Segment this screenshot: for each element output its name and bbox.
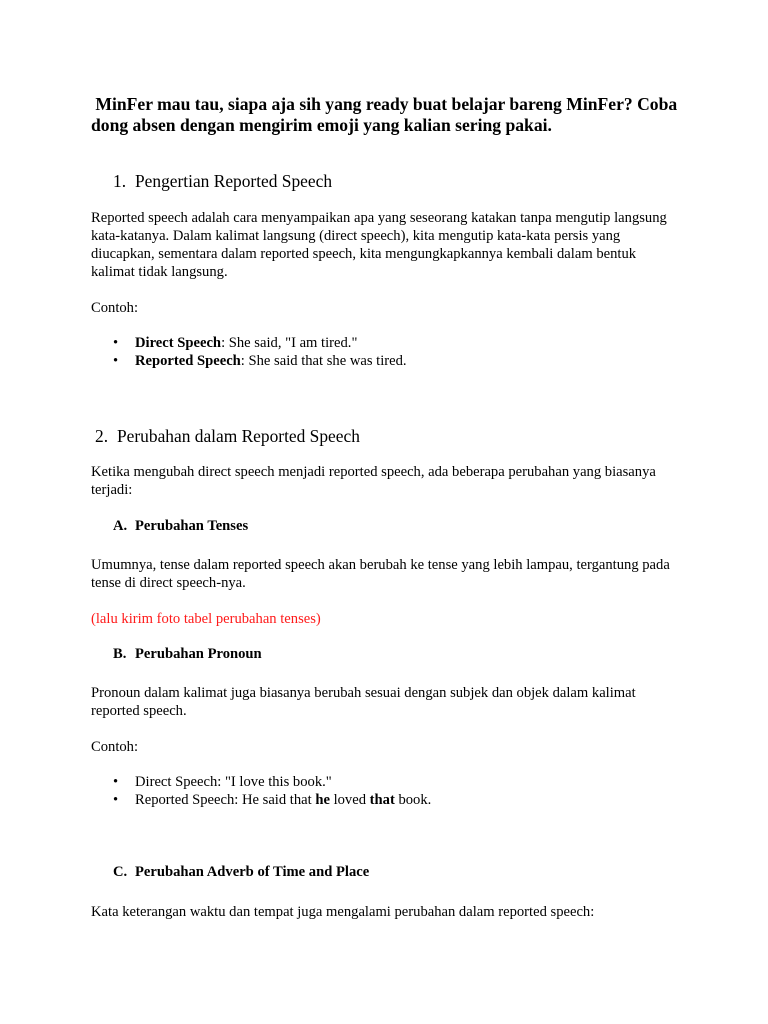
subsection-a-paragraph: Umumnya, tense dalam reported speech akan berubah ke tense yang lebih lampau, tergantung pada tense di direct speech-nya.	[91, 557, 670, 591]
subsection-b-example-label: Contoh:	[91, 739, 139, 755]
section2-paragraph: Ketika mengubah direct speech menjadi reported speech, ada beberapa perubahan yang biasanya terjadi:	[91, 464, 656, 498]
bullet-text-post: book.	[394, 792, 432, 808]
subsection-c-paragraph: Kata keterangan waktu dan tempat juga mengalami perubahan dalam reported speech:	[91, 904, 595, 920]
section2-heading	[95, 425, 360, 447]
section2-title: Perubahan dalam Reported Speech	[117, 426, 360, 446]
section1-title: Pengertian Reported Speech	[135, 171, 333, 191]
bullet-text-mid: loved	[329, 792, 370, 808]
intro-text: MinFer mau tau, siapa aja sih yang ready buat belajar bareng MinFer? Coba dong absen dengan mengirim emoji yang kalian sering pakai.	[91, 94, 682, 135]
list-item	[91, 334, 691, 352]
section1-paragraph: Reported speech adalah cara menyampaikan apa yang seseorang katakan tanpa mengutip langsung kata-katanya. Dalam kalimat langsung (direct speech), kita mengutip kata-kata persis yang diucapkan, sementara dalam reported speech, kita mengungkapkannya kembali dalam bentuk kalimat tidak langsung.	[91, 210, 667, 280]
subsection-b-heading	[113, 645, 262, 663]
subsection-b-title: Perubahan Pronoun	[135, 646, 262, 662]
bullet-text: Direct Speech: "I love this book."	[135, 774, 332, 790]
bullet-bold: Direct Speech	[135, 335, 222, 351]
subsection-c-title: Perubahan Adverb of Time and Place	[135, 864, 370, 880]
subsection-c-letter: C.	[113, 864, 128, 880]
section1-bullet-list	[91, 334, 691, 370]
subsection-b-bullet-list	[91, 773, 691, 809]
bullet-icon: •	[113, 774, 119, 790]
bullet-icon: •	[113, 353, 119, 369]
section1-number: 1.	[113, 171, 127, 191]
list-item	[91, 791, 691, 809]
section1-heading	[113, 170, 332, 192]
bullet-bold-that: that	[369, 792, 395, 808]
bullet-icon: •	[113, 335, 119, 351]
bullet-bold: Reported Speech	[135, 353, 241, 369]
subsection-b-paragraph: Pronoun dalam kalimat juga biasanya berubah sesuai dengan subjek dan objek dalam kalimat reported speech.	[91, 685, 636, 719]
section1-example-label: Contoh:	[91, 300, 139, 316]
bullet-bold-he: he	[315, 792, 330, 808]
subsection-b-letter: B.	[113, 646, 127, 662]
bullet-text: : She said, "I am tired."	[221, 335, 358, 351]
subsection-c-heading	[113, 863, 369, 881]
list-item	[91, 773, 691, 791]
section2-number: 2.	[95, 426, 109, 446]
bullet-text: : She said that she was tired.	[240, 353, 407, 369]
bullet-text-pre: Reported Speech: He said that	[135, 792, 316, 808]
subsection-a-note: (lalu kirim foto tabel perubahan tenses)	[91, 611, 321, 627]
subsection-a-title: Perubahan Tenses	[135, 518, 249, 534]
subsection-a-letter: A.	[113, 518, 128, 534]
subsection-a-heading	[113, 517, 248, 535]
list-item	[91, 352, 691, 370]
bullet-icon: •	[113, 792, 119, 808]
